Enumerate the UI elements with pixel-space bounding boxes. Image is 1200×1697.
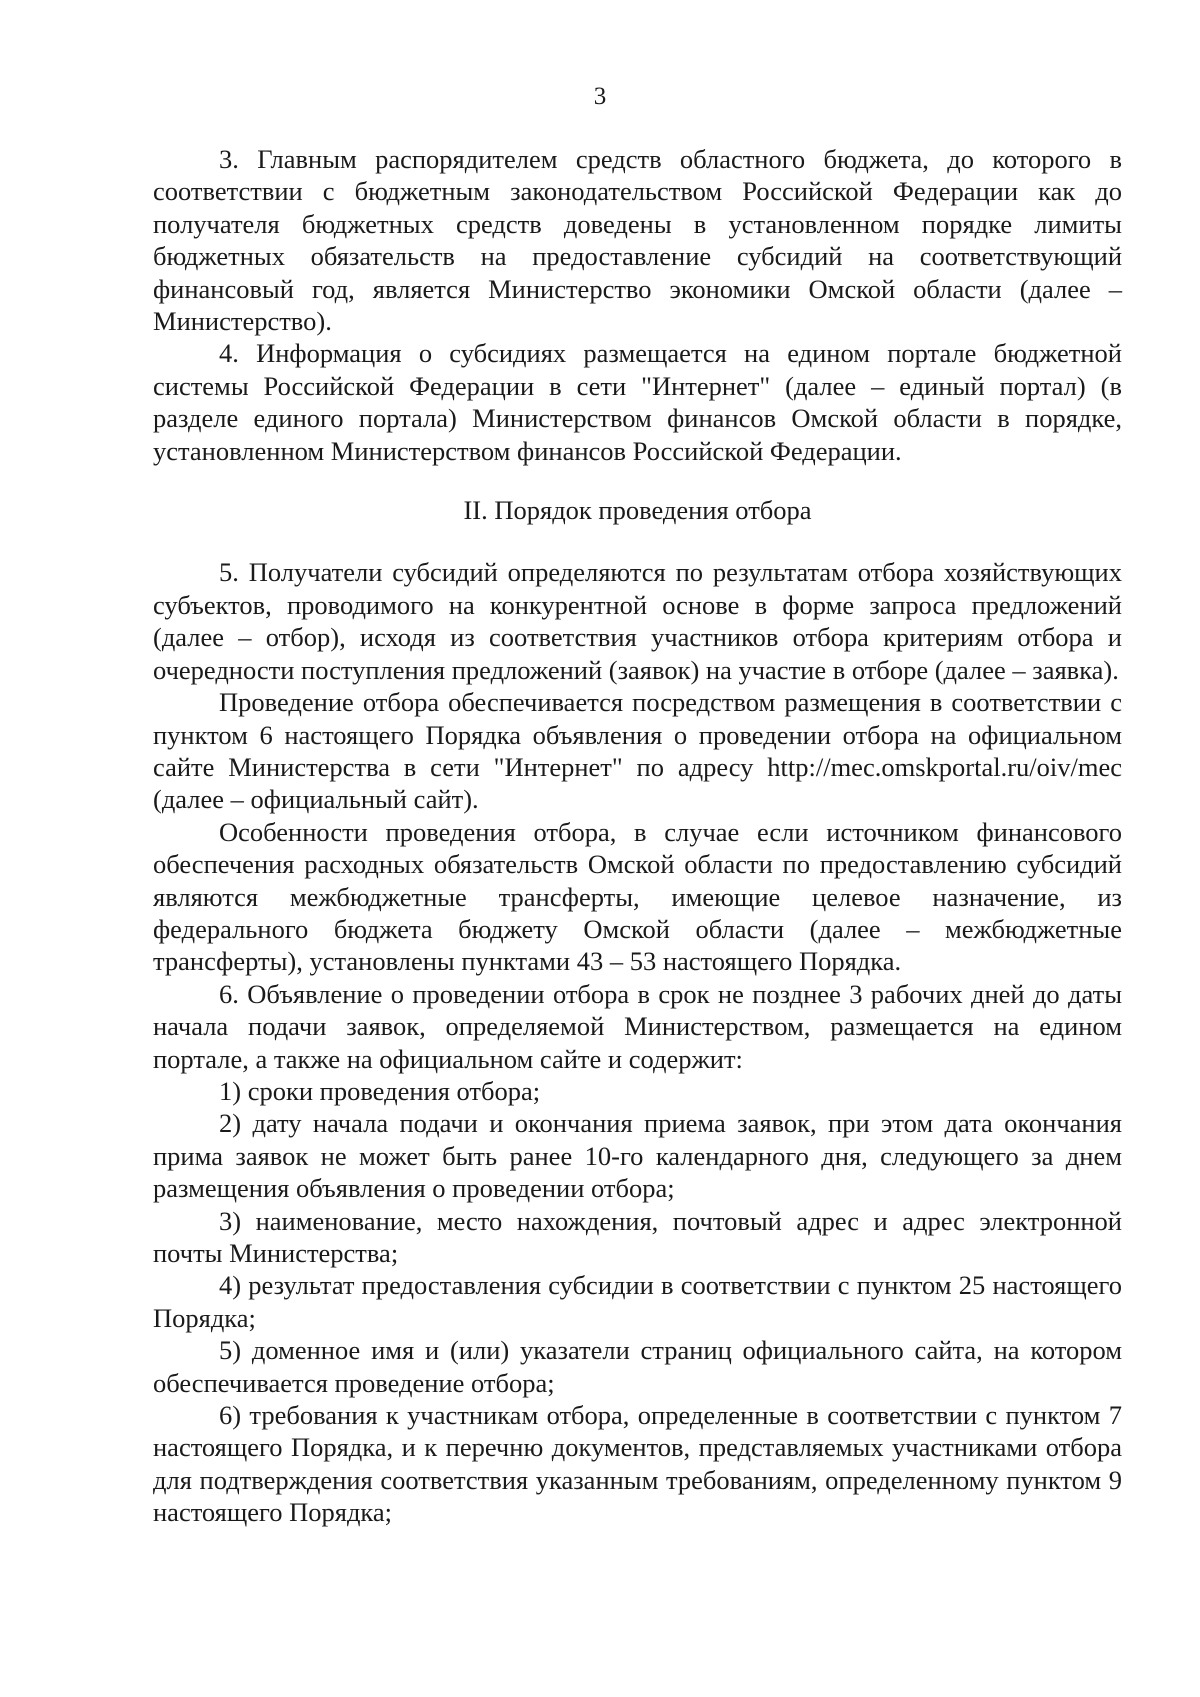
list-item-1: 1) сроки проведения отбора; [219,1075,541,1106]
paragraph-5-features: Особенности проведения отбора, в случае если источником финансового обеспечения расходных обязательств Омской области по предоставлению субсидий являются межбюджетные трансферты, имеющие целевое назначение, из федерального бюджета бюджету Омской области (далее – межбюджетные трансферты), установлены пунктами 43 – 53 настоящего Порядка. [153,816,1122,977]
list-item-2: 2) дату начала подачи и окончания приема заявок, при этом дата окончания прима заявок не может быть ранее 10-го календарного дня, следующего за днем размещения объявления о проведении отбора; [153,1108,1122,1204]
paragraph-5-selection: Проведение отбора обеспечивается посредством размещения в соответствии с пунктом 6 настоящего Порядка объявления о проведении отбора на официальном сайте Министерства в сети "Интернет" по адресу http://mec.omskportal.ru/oiv/mec (далее – официальный сайт). [153,687,1122,815]
list-item-4: 4) результат предоставления субсидии в соответствии с пунктом 25 настоящего Порядка; [153,1270,1122,1333]
document-body [153,143,1122,1529]
paragraph-4: 4. Информация о субсидиях размещается на едином портале бюджетной системы Российской Федерации в сети "Интернет" (далее – единый портал) (в разделе единого портала) Министерством финансов Омской области в порядке, установленном Министерством финансов Российской Федерации. [153,338,1122,466]
page-number: 3 [593,83,607,110]
list-item-3: 3) наименование, место нахождения, почтовый адрес и адрес электронной почты Министерства; [153,1205,1122,1268]
list-item-5: 5) доменное имя и (или) указатели страниц официального сайта, на котором обеспечивается проведение отбора; [153,1335,1122,1398]
list-item-6: 6) требования к участникам отбора, определенные в соответствии с пунктом 7 настоящего Порядка, и к перечню документов, представляемых участниками отбора для подтверждения соответствия указанным требованиям, определенному пунктом 9 настоящего Порядка; [153,1400,1122,1528]
paragraph-3: 3. Главным распорядителем средств областного бюджета, до которого в соответствии с бюджетным законодательством Российской Федерации как до получателя бюджетных средств доведены в установленном порядке лимиты бюджетных обязательств на предоставление субсидий на соответствующий финансовый год, является Министерство экономики Омской области (далее – Министерство). [153,144,1122,337]
paragraph-6: 6. Объявление о проведении отбора в срок не позднее 3 рабочих дней до даты начала подачи заявок, определяемой Министерством, размещается на едином портале, а также на официальном сайте и содержит: [153,978,1122,1074]
paragraph-5: 5. Получатели субсидий определяются по результатам отбора хозяйствующих субъектов, проводимого на конкурентной основе в форме запроса предложений (далее – отбор), исходя из соответствия участников отбора критериям отбора и очередности поступления предложений (заявок) на участие в отборе (далее – заявка). [153,557,1122,685]
section-heading: II. Порядок проведения отбора [463,495,812,526]
